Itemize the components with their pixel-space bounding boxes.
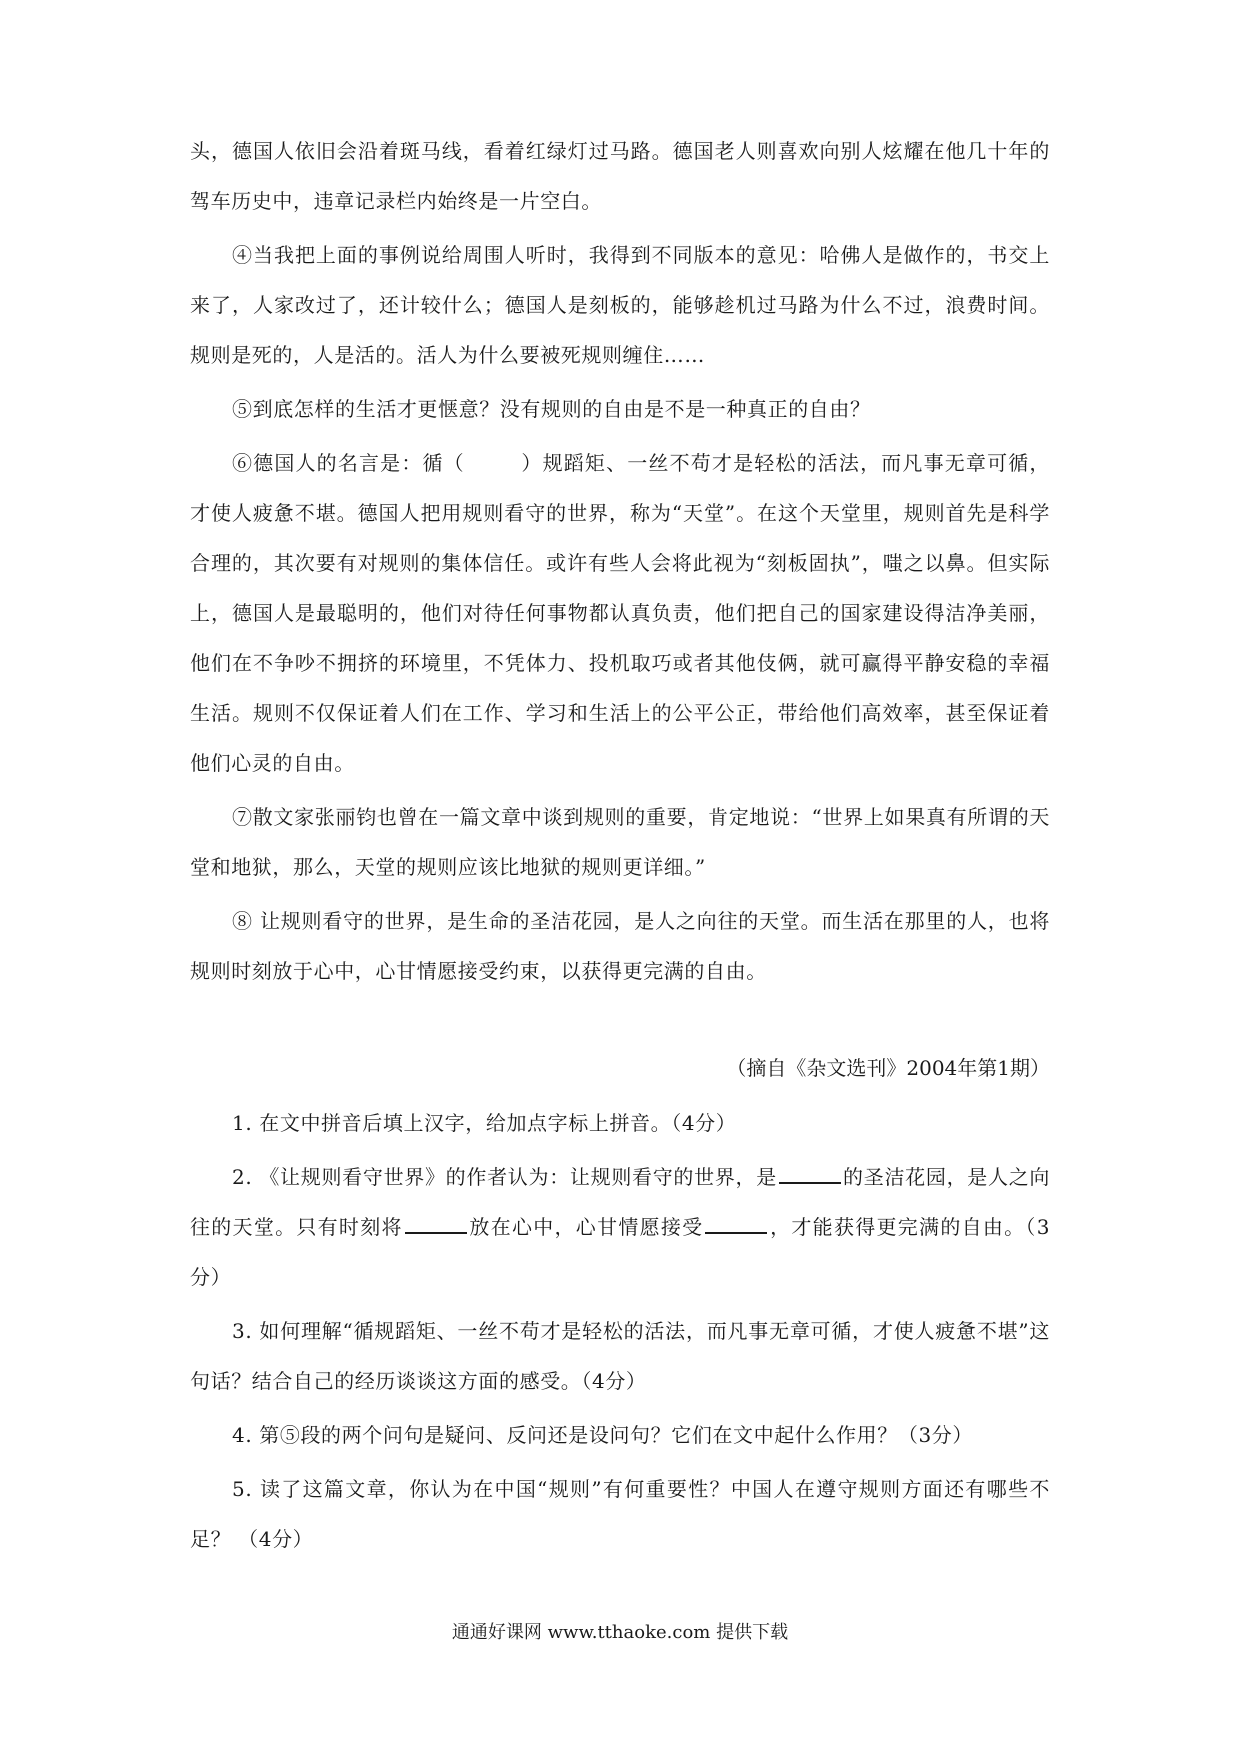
paragraph-3-continued: 头，德国人依旧会沿着斑马线，看着红绿灯过马路。德国老人则喜欢向别人炫耀在他几十年的驾车历史中，违章记录栏内始终是一片空白。 [190, 139, 1050, 213]
question-2-part-b: 的圣洁花园，是人之向往的天堂。只有时刻将 [190, 1165, 1050, 1239]
answer-blank-1[interactable] [779, 1162, 841, 1184]
question-2-part-c: 放在心中，心甘情愿接受 [468, 1215, 704, 1239]
questions-section [190, 1098, 1050, 1568]
paragraph-5: ⑤到底怎样的生活才更惬意？没有规则的自由是不是一种真正的自由？ [232, 397, 871, 421]
question-2-part-a: 2. 《让规则看守世界》的作者认为：让规则看守的世界，是 [232, 1165, 777, 1189]
question-5: 5. 读了这篇文章，你认为在中国“规则”有何重要性？中国人在遵守规则方面还有哪些不足？ （4分） [190, 1477, 1050, 1551]
question-2-part-d: ，才能获得更完满的自由。（3分） [190, 1215, 1051, 1289]
paragraph-6-start: ⑥德国人的名言是：循（ [232, 451, 465, 475]
answer-blank-3[interactable] [705, 1212, 767, 1234]
page-footer: 通通好课网 www.tthaoke.com 提供下载 [451, 1622, 789, 1643]
question-2 [190, 1152, 1050, 1302]
question-3: 3. 如何理解“循规蹈矩、一丝不苟才是轻松的活法，而凡事无章可循，才使人疲惫不堪”这句话？结合自己的经历谈谈这方面的感受。（4分） [190, 1319, 1050, 1393]
paragraph-6 [190, 438, 1050, 788]
answer-blank-2[interactable] [405, 1212, 467, 1234]
paragraph-6-rest: ）规蹈矩、一丝不苟才是轻松的活法，而凡事无章可循，才使人疲惫不堪。德国人把用规则看守的世界，称为“天堂”。在这个天堂里，规则首先是科学合理的，其次要有对规则的集体信任。或许有些人会将此视为“刻板固执”，嗤之以鼻。但实际上，德国人是最聪明的，他们对待任何事物都认真负责，他们把自己的国家建设得洁净美丽，他们在不争吵不拥挤的环境里，不凭体力、投机取巧或者其他伎俩，就可赢得平静安稳的幸福生活。规则不仅保证着人们在工作、学习和生活上的公平公正，带给他们高效率，甚至保证着他们心灵的自由。 [190, 451, 1051, 775]
question-1: 1. 在文中拼音后填上汉字，给加点字标上拼音。（4分） [232, 1111, 737, 1135]
article-source: （摘自《杂文选刊》2004年第1期） [726, 1056, 1050, 1080]
question-4: 4. 第⑤段的两个问句是疑问、反问还是设问句？它们在文中起什么作用？（3分） [232, 1423, 973, 1447]
article-body [190, 126, 1050, 1000]
paragraph-4: ④当我把上面的事例说给周围人听时，我得到不同版本的意见：哈佛人是做作的，书交上来了，人家改过了，还计较什么；德国人是刻板的，能够趁机过马路为什么不过，浪费时间。规则是死的，人是活的。活人为什么要被死规则缠住…… [190, 243, 1050, 367]
paragraph-7: ⑦散文家张丽钧也曾在一篇文章中谈到规则的重要，肯定地说：“世界上如果真有所谓的天堂和地狱，那么，天堂的规则应该比地狱的规则更详细。” [190, 805, 1050, 879]
paragraph-8: ⑧ 让规则看守的世界，是生命的圣洁花园，是人之向往的天堂。而生活在那里的人，也将规则时刻放于心中，心甘情愿接受约束，以获得更完满的自由。 [190, 909, 1050, 983]
